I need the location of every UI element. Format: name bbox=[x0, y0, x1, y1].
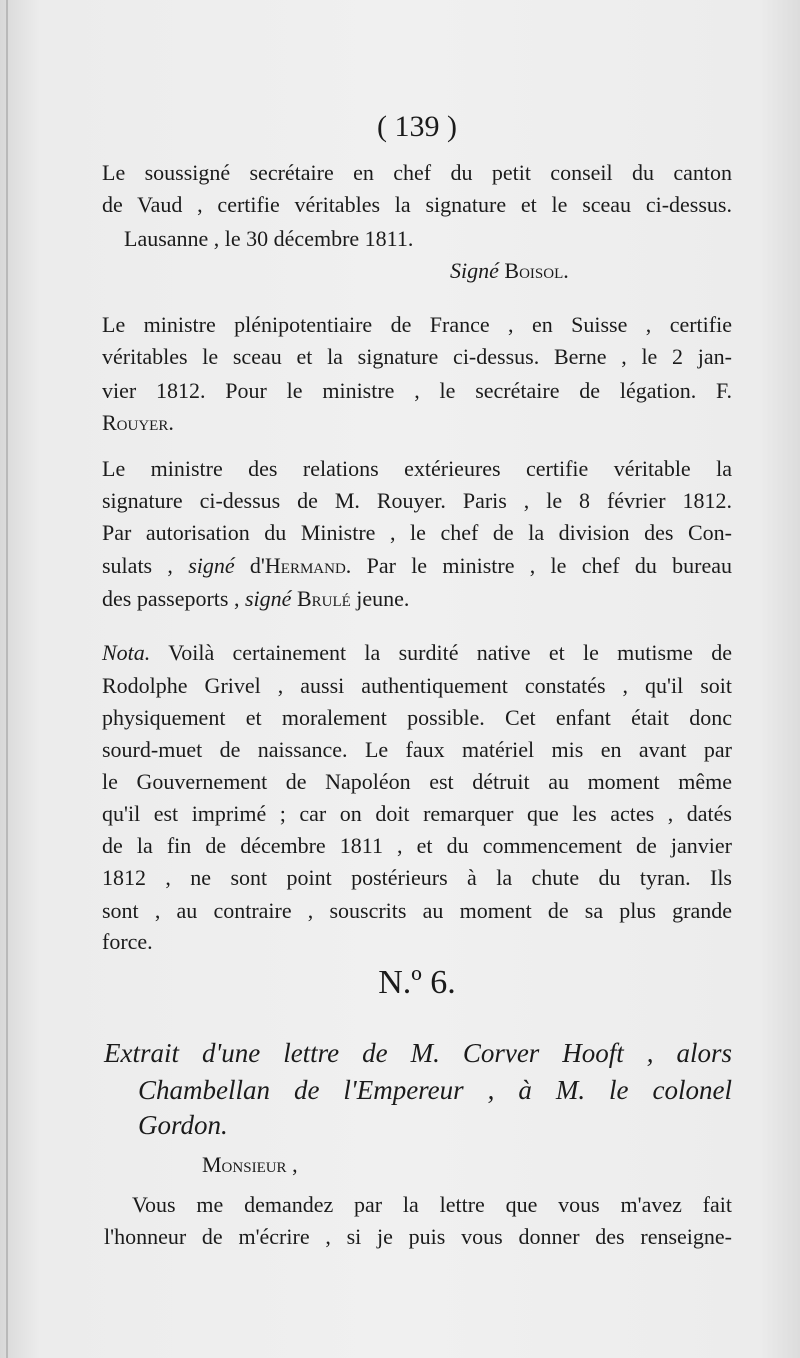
nota-line-3: physiquement et moralement possible. Cet enfant était donc bbox=[102, 705, 732, 730]
certificate-4-line-3 bbox=[102, 584, 409, 614]
section-heading: N.º 6. bbox=[378, 964, 456, 1001]
certificate-4-line-1: Par autorisation du Ministre , le chef de la division des Con- bbox=[102, 520, 732, 545]
page-edge bbox=[6, 0, 8, 1358]
page-number: ( 139 ) bbox=[377, 110, 457, 143]
nota-line-1 bbox=[102, 638, 732, 668]
nota-line-4: sourd-muet de naissance. Le faux matériel mis en avant par bbox=[102, 737, 732, 762]
letter-body-line-2: l'honneur de m'écrire , si je puis vous donner des renseigne- bbox=[104, 1224, 732, 1249]
signe-word: signé bbox=[244, 586, 292, 611]
text-run: des passeports , bbox=[102, 586, 245, 611]
certificate-1-place-date: Lausanne , le 30 décembre 1811. bbox=[124, 226, 414, 251]
certificate-1-line-2: de Vaud , certifie véritables la signature et le sceau ci-dessus. bbox=[102, 192, 732, 217]
salutation: Monsieur , bbox=[202, 1152, 298, 1177]
signer-name: Hermand. bbox=[264, 553, 352, 578]
letter-title-line-2: Chambellan de l'Empereur , à M. le colonel bbox=[138, 1075, 732, 1105]
certificate-4-line-2 bbox=[102, 551, 732, 581]
text-run: sulats , bbox=[102, 553, 189, 578]
text-run: Par le ministre , le chef du bureau bbox=[351, 553, 732, 578]
letter-title-line-3: Gordon. bbox=[138, 1110, 228, 1140]
certificate-3-line-2: signature ci-dessus de M. Rouyer. Paris , le 8 février 1812. bbox=[102, 488, 732, 513]
certificate-2-line-2: véritables le sceau et la signature ci-dessus. Berne , le 2 jan- bbox=[102, 344, 732, 369]
signe-word: signé bbox=[188, 553, 235, 578]
letter-title-line-1: Extrait d'une lettre de M. Corver Hooft , alors bbox=[104, 1038, 732, 1068]
nota-label: Nota. bbox=[102, 640, 151, 665]
certificate-2-line-3: vier 1812. Pour le ministre , le secrétaire de légation. F. bbox=[102, 378, 732, 403]
nota-line-5: le Gouvernement de Napoléon est détruit au moment même bbox=[102, 769, 732, 794]
nota-line-8: 1812 , ne sont point postérieurs à la chute du tyran. Ils bbox=[102, 865, 732, 890]
nota-line-7: de la fin de décembre 1811 , et du commencement de janvier bbox=[102, 833, 732, 858]
signer-name: Boisol. bbox=[504, 258, 569, 283]
text-run: jeune. bbox=[350, 586, 410, 611]
text-run: d' bbox=[234, 553, 265, 578]
nota-line-10: force. bbox=[102, 929, 153, 954]
signe-word: Signé bbox=[450, 258, 499, 283]
certificate-3-line-1: Le ministre des relations extérieures certifie véritable la bbox=[102, 456, 732, 481]
signer-name: Brulé bbox=[291, 586, 351, 611]
nota-line-9: sont , au contraire , souscrits au moment de sa plus grande bbox=[102, 898, 732, 923]
certificate-1-line-1: Le soussigné secrétaire en chef du petit conseil du canton bbox=[102, 160, 732, 185]
certificate-2-line-1: Le ministre plénipotentiaire de France , en Suisse , certifie bbox=[102, 312, 732, 337]
nota-line-2: Rodolphe Grivel , aussi authentiquement constatés , qu'il soit bbox=[102, 673, 732, 698]
letter-body-line-1: Vous me demandez par la lettre que vous m'avez fait bbox=[132, 1192, 732, 1217]
text-run: Voilà certainement la surdité native et le mutisme de bbox=[150, 640, 732, 665]
certificate-2-line-4: Rouyer. bbox=[102, 410, 174, 435]
nota-line-6: qu'il est imprimé ; car on doit remarquer que les actes , datés bbox=[102, 801, 732, 826]
certificate-1-signature bbox=[450, 256, 569, 286]
